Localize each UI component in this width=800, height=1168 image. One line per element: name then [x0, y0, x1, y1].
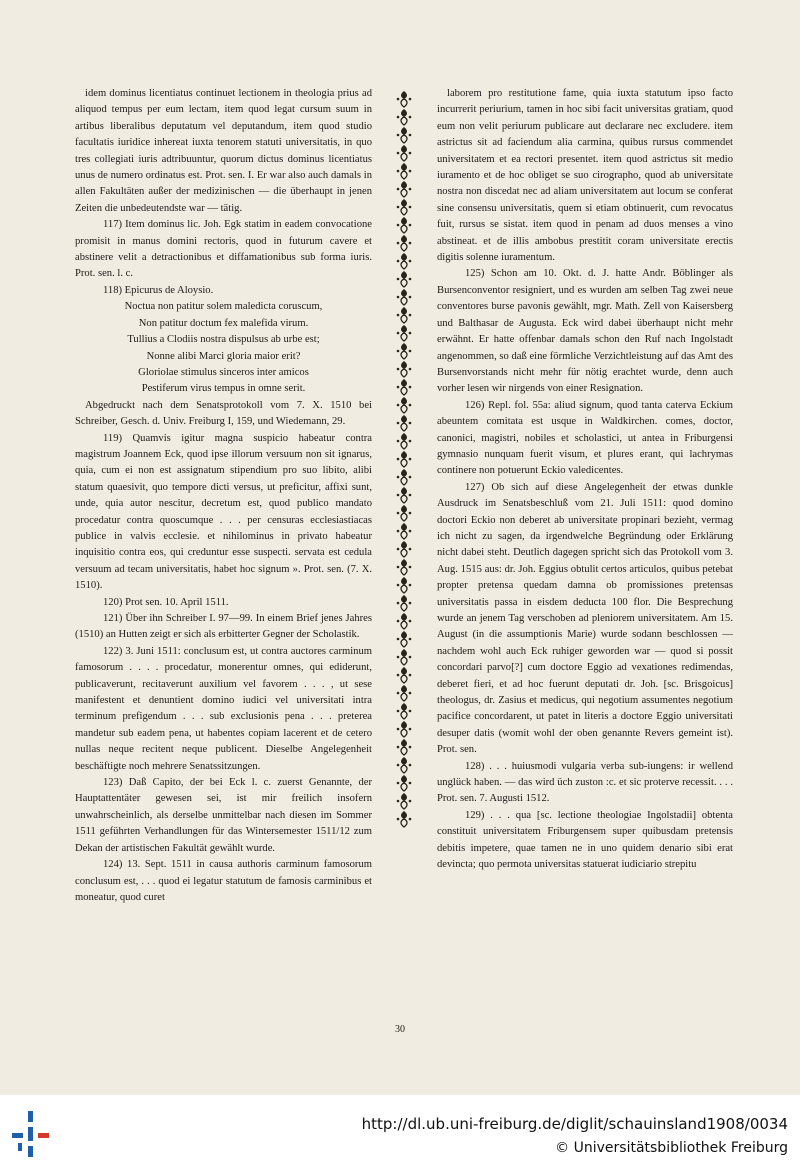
right-column-paragraph: 126) Repl. fol. 55a: aliud signum, quod tanta caterva Eckium abeuntem comitata est usque in Waldkirchen. comes, doctor, canonici, magistri, nobiles et scholastici, ut antea in Friburgensi gymnasio nunquam fuerit visum, et plures erant, qui lachrymas continere non potuerunt Eckio valedicentes.: [437, 399, 733, 477]
left-column-paragraph: Tullius a Clodiis nostra dispulsus ab urbe est;: [127, 334, 320, 346]
left-column-paragraph: 121) Über ihn Schreiber I. 97—99. In einem Brief jenes Jahres (1510) an Hutten zeigt er sich als erbitterter Gegner der Scholastik.: [75, 613, 372, 641]
left-column-paragraph: idem dominus licentiatus continuet lectionem in theologia prius ad aliquod tempus per eum lectam, item quod legat cursum suum in artibus liberalibus deputatum vel deputandum, item quod studio facultatis iuridice inhereat iuxta tenorem statuti universitatis, in quo tres collegiati iuris adtribuuntur, quorum dictus dominus licentiatus unus de numero ordinatus est. Prot. sen. I. Er war also auch damals in allen Fakultäten außer der medizinischen — die überhaupt in jenen Zeiten die unbedeutendste war — tätig.: [75, 88, 372, 214]
right-text-column: [437, 86, 733, 874]
left-column-paragraph: 119) Quamvis igitur magna suspicio habeatur contra magistrum Joannem Eck, quod ipse illorum versuum non sit ignarus, quia, cum ei non est assignatum stipendium pro suo libito, alibi statum quaesivit, quo tempore dicti versus, ut preficitur, affixi sunt, unde, quia autor nescitur, decretum est, quod publico mandato procedatur contra quoscumque . . . per censuras ecclesiastiacas publice in valvis ecclesie. et nihilominus in privato habeatur inquisitio contra eos, qui creduntur esse suspecti. servata est cedula versuum ad tecam universitatis, habet hoc signum ». Prot. sen. (7. X. 1510).: [75, 432, 372, 592]
left-column-paragraph: Pestiferum virus tempus in omne serit.: [141, 383, 306, 395]
university-library-logo-icon: [8, 1109, 52, 1159]
right-column-paragraph: 125) Schon am 10. Okt. d. J. hatte Andr. Böblinger als Bursenconventor resigniert, und es wurden am selben Tag zwei neue conventores burse pavonis gewählt, mgr. Math. Zell von Kaisersberg und Balthasar de Augusta. Eck wird dabei überhaupt nicht mehr erwähnt. Er hatte offenbar damals schon den Ruf nach Ingolstadt angenommen, so daß eine förmliche Verzichtleistung auf das Amt des Bursenvorstands nicht mehr für nötig erachtet wurde, denn auch vorher lesen wir nirgends von einer Resignation.: [437, 268, 733, 395]
right-column-paragraph: 127) Ob sich auf diese Angelegenheit der etwas dunkle Ausdruck im Senatsbeschluß vom 21. Juli 1511: quod domino doctori Eckio non deberet ab universitate propinari bezieht, vermag ich nicht zu sagen, da irgendwelche Begründung oder Erklärung nicht dabei steht. Deutlich dagegen spricht sich das Protokoll vom 3. Aug. 1515 aus: dr. Joh. Eggius obtulit certos articulos, quibus petebat propter pretensa quedam damna ob promissiones pretensas universitatis passa in eisdem deducta 100 flor. Die Besprechung wurde an jenem Tag verschoben ad pleniorem universitatem. Am 15. August (in die assumptionis Marie) wurde sodann beschlossen — nachdem wohl auch Eck ruhiger geworden war — quod si possit concordari parvo[?] cum doctore Eggio ad vexationes redimendas, deberet fieri, et ad hoc fuerunt deputati dr. Joh. [sc. Brisgoicus] theologus, dr. Zasius et medicus, qui negotium assumentes negotium pacifice concordarent, ut patet in literis a doctore Eggio universitati desuper datis (womit wohl der oben genannte Revers gemeint ist). Prot. sen.: [437, 481, 733, 756]
left-text-column: [75, 86, 372, 906]
left-column-paragraph: Gloriolae stimulus sinceros inter amicos: [138, 366, 309, 378]
left-column-paragraph: 118) Epicurus de Aloysio.: [103, 284, 214, 296]
viewer-footer: [0, 1095, 800, 1168]
left-column-paragraph: 124) 13. Sept. 1511 in causa authoris carminum famosorum conclusum est, . . . quod ei legatur statutum de famosis carminibus et moneatur, quod curet: [75, 859, 372, 903]
page-number: 30: [395, 1024, 405, 1035]
right-column-paragraph: 129) . . . qua [sc. lectione theologiae Ingolstadii] obtenta constituit universitatem Friburgensem super quibusdam pretensis debitis impetere, quae tamen ne in uno quidem denario sibi erat devincta; quo permota universitas statuerat iudiciario strepitu: [437, 809, 733, 871]
left-column-paragraph: 120) Prot sen. 10. April 1511.: [103, 596, 229, 608]
copyright-notice: © Universitätsbibliothek Freiburg: [555, 1140, 788, 1156]
vertical-floral-ornament-icon: [395, 90, 413, 828]
right-column-paragraph: laborem pro restitutione fame, quia iuxta statutum ipso facto incurrerit periurium, tamen in hoc sibi facit universitas gratiam, quod eum non velit periurum publicare aut declarare nec excludere. item astrictus sit ad faciendum alia carmina, quibus rursus commendet universitatem et ea rectori presentet. item quod astrictus sit medio iuramento et de hoc obliget se suo cirographo, quod ab universitate nostra non discedat nec ad aliam universitatem aut locum se conferat sine consensu universitatis, quem si etiam obtinuerit, cum revocatus fuit, rursus se sistat. item quod in penam ad duos menses a vino abstineat. et de illis ambobus prestitit coram universitate erectis digitis solenne iuramentum.: [437, 88, 733, 264]
permalink-url[interactable]: http://dl.ub.uni-freiburg.de/diglit/schauinsland1908/0034: [361, 1115, 788, 1133]
left-column-paragraph: Noctua non patitur solem maledicta coruscum,: [124, 301, 323, 313]
left-column-paragraph: 117) Item dominus lic. Joh. Egk statim in eadem convocatione promisit in manus domini rectoris, quod in futurum cavere et abstinere velit a detractionibus et diffamationibus sub forma iuris. Prot. sen. l. c.: [75, 219, 372, 280]
left-column-paragraph: Abgedruckt nach dem Senatsprotokoll vom 7. X. 1510 bei Schreiber, Gesch. d. Univ. Freiburg I, 159, und Wiedemann, 29.: [75, 399, 372, 428]
left-column-paragraph: Non patitur doctum fex malefida virum.: [138, 317, 309, 329]
left-column-paragraph: 122) 3. Juni 1511: conclusum est, ut contra auctores carminum famosorum . . . . procedatur, monerentur omnes, qui ediderunt, publicaverunt, recitaverunt auxilium vel favorem . . . , ut sese manifestent et denuntient domino iudici vel universitati intra terminum prefigendum . . . sub exclusionis pena . . . preterea mandetur sub eadem pena, ut habentes copiam lacerent et de cetero nullas neque recitent neque publicent. Dieselbe Angelegenheit beschäftigte noch mehrere Senatssitzungen.: [75, 645, 372, 772]
left-column-paragraph: 123) Daß Capito, der bei Eck l. c. zuerst Genannte, der Hauptattentäter gewesen sei, ist mir freilich insofern unwahrscheinlich, als derselbe unmittelbar nach diesen im Sommer 1511 geführten Verhandlungen für das Wintersemester 1511/12 zum Dekan der artistischen Fakultät gewählt wurde.: [75, 777, 372, 854]
left-column-paragraph: Nonne alibi Marci gloria maior erit?: [146, 350, 301, 362]
right-column-paragraph: 128) . . . huiusmodi vulgaria verba sub-iungens: ir wellend unglück haben. — das wird üch zuston :c. et sic proterve recessit. . . . Prot. sen. 7. Augusti 1512.: [437, 760, 733, 805]
